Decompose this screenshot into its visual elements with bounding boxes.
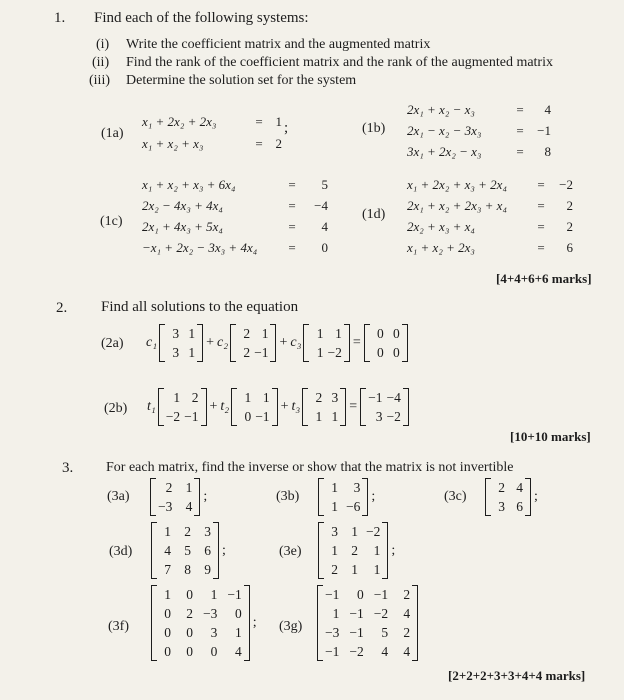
matrix-3b-label: (3b) (276, 489, 300, 504)
equation-2a: c₁ 3 1 3 1 + c₂ 2 1 2 −1 + c₃ 1 1 1 −2 = 0 0 0 0 (146, 324, 408, 362)
matrix-2a-1: 3 1 3 1 (159, 324, 203, 362)
system-1a (142, 111, 282, 155)
equation-row: 2x₁ + 4x₃ + 5x₄ = 4 (142, 219, 328, 234)
matrix-2b-2: 1 1 0 −1 (231, 388, 277, 426)
coef-c1: c₁ (146, 335, 158, 350)
matrix-3g-label: (3g) (279, 619, 303, 634)
equation-row: x₁ + x₂ + x₃ + 6x₄ = 5 (142, 177, 328, 192)
q1-marks: [4+4+6+6 marks] (496, 271, 592, 286)
matrix-2a-rhs: 0 0 0 0 (364, 324, 408, 362)
matrix-2b-1: 1 2 −2 −1 (158, 388, 207, 426)
matrix-2a-2: 2 1 2 −1 (230, 324, 276, 362)
matrix-3e: 3 1 −2 1 2 1 2 1 1 ; (318, 522, 396, 579)
matrix-3b: 1 3 1 −6 ; (318, 478, 376, 516)
q2-number: 2. (56, 300, 68, 316)
coef-c2: c₂ (217, 335, 229, 350)
q1-task-ii-label: (ii) (92, 55, 110, 70)
equation-row: x₁ + 2x₂ + 2x₃ = 1 (142, 114, 282, 129)
equation-row: −x₁ + 2x₂ − 3x₃ + 4x₄ = 0 (142, 240, 328, 255)
matrix-3f-label: (3f) (108, 619, 129, 634)
equation-row: 2x₁ + x₂ − x₃ = 4 (407, 102, 551, 117)
q2-prompt: Find all solutions to the equation (101, 299, 299, 315)
q3-number: 3. (62, 460, 74, 476)
coef-t2: t₂ (220, 399, 230, 414)
equation-2a-label: (2a) (101, 336, 124, 351)
coef-t1: t₁ (147, 399, 156, 414)
equation-row: x₁ + x₂ + x₃ = 2 (142, 136, 282, 151)
equation-row: 2x₂ + x₃ + x₄ = 2 (407, 219, 573, 234)
matrix-2b-3: 2 3 1 1 (302, 388, 346, 426)
equation-row: x₁ + x₂ + 2x₃ = 6 (407, 240, 573, 255)
system-1d-label: (1d) (362, 207, 386, 222)
system-1b (407, 99, 551, 162)
q1-prompt: Find each of the following systems: (94, 10, 309, 26)
matrix-3a: 2 1 −3 4 ; (150, 478, 208, 516)
matrix-3f: 1 0 1 −1 0 2 −3 0 0 0 3 1 0 0 0 4 ; (151, 585, 258, 661)
equation-row: 2x₂ − 4x₃ + 4x₄ = −4 (142, 198, 328, 213)
q1-number: 1. (54, 10, 66, 26)
equation-row: x₁ + 2x₂ + x₃ + 2x₄ = −2 (407, 177, 573, 192)
coef-c3: c₃ (290, 335, 302, 350)
equation-2b: t₁ 1 2 −2 −1 + t₂ 1 1 0 −1 + t₃ 2 3 1 1 = −1 −4 3 −2 (147, 388, 409, 426)
q1-task-i-label: (i) (96, 37, 110, 52)
matrix-3c: 2 4 3 6 ; (485, 478, 539, 516)
matrix-3c-label: (3c) (444, 489, 467, 504)
matrix-2a-3: 1 1 1 −2 (303, 324, 349, 362)
matrix-2b-rhs: −1 −4 3 −2 (360, 388, 409, 426)
system-1d (407, 174, 573, 258)
q1-task-iii-text: Determine the solution set for the system (126, 73, 357, 88)
system-1b-label: (1b) (362, 121, 386, 136)
system-1a-label: (1a) (101, 126, 124, 141)
matrix-3d-label: (3d) (109, 544, 133, 559)
q3-marks: [2+2+2+3+3+4+4 marks] (448, 668, 586, 683)
matrix-3a-label: (3a) (107, 489, 130, 504)
system-1a-semicolon: ; (284, 120, 289, 136)
matrix-3e-label: (3e) (279, 544, 302, 559)
q3-prompt: For each matrix, find the inverse or show that the matrix is not invertible (106, 460, 514, 475)
coef-t3: t₃ (291, 399, 301, 414)
equation-row: 2x₁ + x₂ + 2x₃ + x₄ = 2 (407, 198, 573, 213)
matrix-3g: −1 0 −1 2 1 −1 −2 4 −3 −1 5 2 −1 −2 4 4 (317, 585, 418, 661)
q1-task-ii-text: Find the rank of the coefficient matrix and the rank of the augmented matrix (126, 55, 553, 70)
system-1c (142, 174, 328, 258)
q1-task-iii-label: (iii) (89, 73, 110, 88)
q1-task-i-text: Write the coefficient matrix and the augmented matrix (126, 37, 431, 52)
equation-row: 2x₁ − x₂ − 3x₃ = −1 (407, 123, 551, 138)
equation-2b-label: (2b) (104, 401, 128, 416)
q2-marks: [10+10 marks] (510, 429, 591, 444)
matrix-3d: 1 2 3 4 5 6 7 8 9 ; (151, 522, 227, 579)
system-1c-label: (1c) (100, 214, 123, 229)
equation-row: 3x₁ + 2x₂ − x₃ = 8 (407, 144, 551, 159)
